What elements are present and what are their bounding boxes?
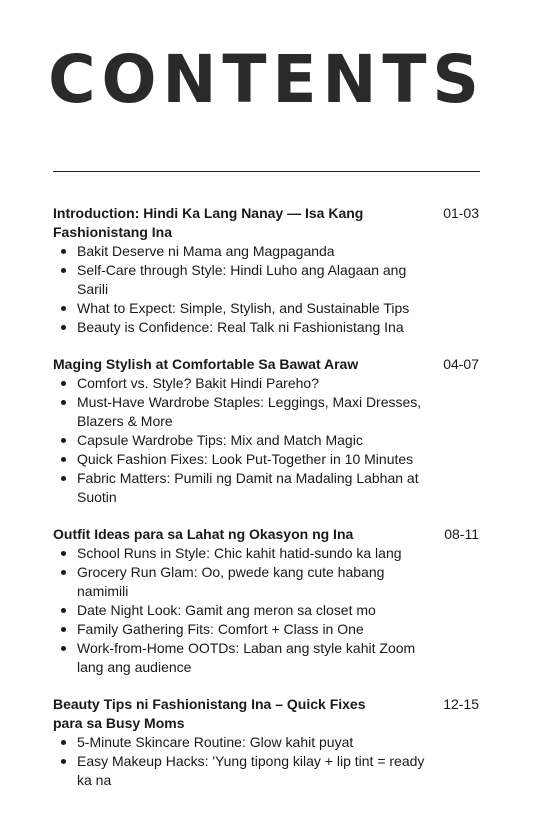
section-items — [53, 733, 427, 790]
page-title: CONTENTS — [48, 41, 485, 118]
section-title: Introduction: Hindi Ka Lang Nanay — Isa Kang Fashionistang Ina — [53, 205, 364, 240]
section-title: Beauty Tips ni Fashionistang Ina – Quick Fixes para sa Busy Moms — [53, 696, 366, 731]
contents-section — [53, 204, 483, 337]
section-items — [53, 544, 427, 677]
list-item: 5-Minute Skincare Routine: Glow kahit puyat — [77, 733, 427, 752]
list-item: Easy Makeup Hacks: 'Yung tipong kilay + lip tint = ready ka na — [77, 752, 427, 790]
section-title: Outfit Ideas para sa Lahat ng Okasyon ng Ina — [53, 526, 354, 542]
list-item: What to Expect: Simple, Stylish, and Sustainable Tips — [77, 299, 427, 318]
section-page-range: 08-11 — [444, 526, 479, 542]
section-title: Maging Stylish at Comfortable Sa Bawat Araw — [53, 356, 359, 372]
section-header — [53, 355, 483, 374]
list-item: Quick Fashion Fixes: Look Put-Together in 10 Minutes — [77, 450, 427, 469]
list-item: Bakit Deserve ni Mama ang Magpaganda — [77, 242, 427, 261]
list-item: Date Night Look: Gamit ang meron sa closet mo — [77, 601, 427, 620]
contents-list — [53, 204, 483, 808]
section-page-range: 12-15 — [443, 696, 479, 712]
list-item: Family Gathering Fits: Comfort + Class in One — [77, 620, 427, 639]
list-item: Must-Have Wardrobe Staples: Leggings, Maxi Dresses, Blazers & More — [77, 393, 427, 431]
contents-section — [53, 695, 483, 790]
section-header — [53, 695, 483, 733]
list-item: Comfort vs. Style? Bakit Hindi Pareho? — [77, 374, 427, 393]
section-header — [53, 525, 483, 544]
list-item: Work-from-Home OOTDs: Laban ang style kahit Zoom lang ang audience — [77, 639, 427, 677]
list-item: Fabric Matters: Pumili ng Damit na Madaling Labhan at Suotin — [77, 469, 427, 507]
list-item: Beauty is Confidence: Real Talk ni Fashionistang Ina — [77, 318, 427, 337]
title-divider — [53, 171, 480, 172]
section-page-range: 04-07 — [443, 356, 479, 372]
section-page-range: 01-03 — [443, 205, 479, 221]
contents-section — [53, 355, 483, 507]
contents-section — [53, 525, 483, 677]
section-items — [53, 242, 427, 337]
list-item: Capsule Wardrobe Tips: Mix and Match Magic — [77, 431, 427, 450]
list-item: Grocery Run Glam: Oo, pwede kang cute habang namimili — [77, 563, 427, 601]
list-item: Self-Care through Style: Hindi Luho ang Alagaan ang Sarili — [77, 261, 427, 299]
section-header — [53, 204, 483, 242]
section-items — [53, 374, 427, 507]
list-item: School Runs in Style: Chic kahit hatid-sundo ka lang — [77, 544, 427, 563]
